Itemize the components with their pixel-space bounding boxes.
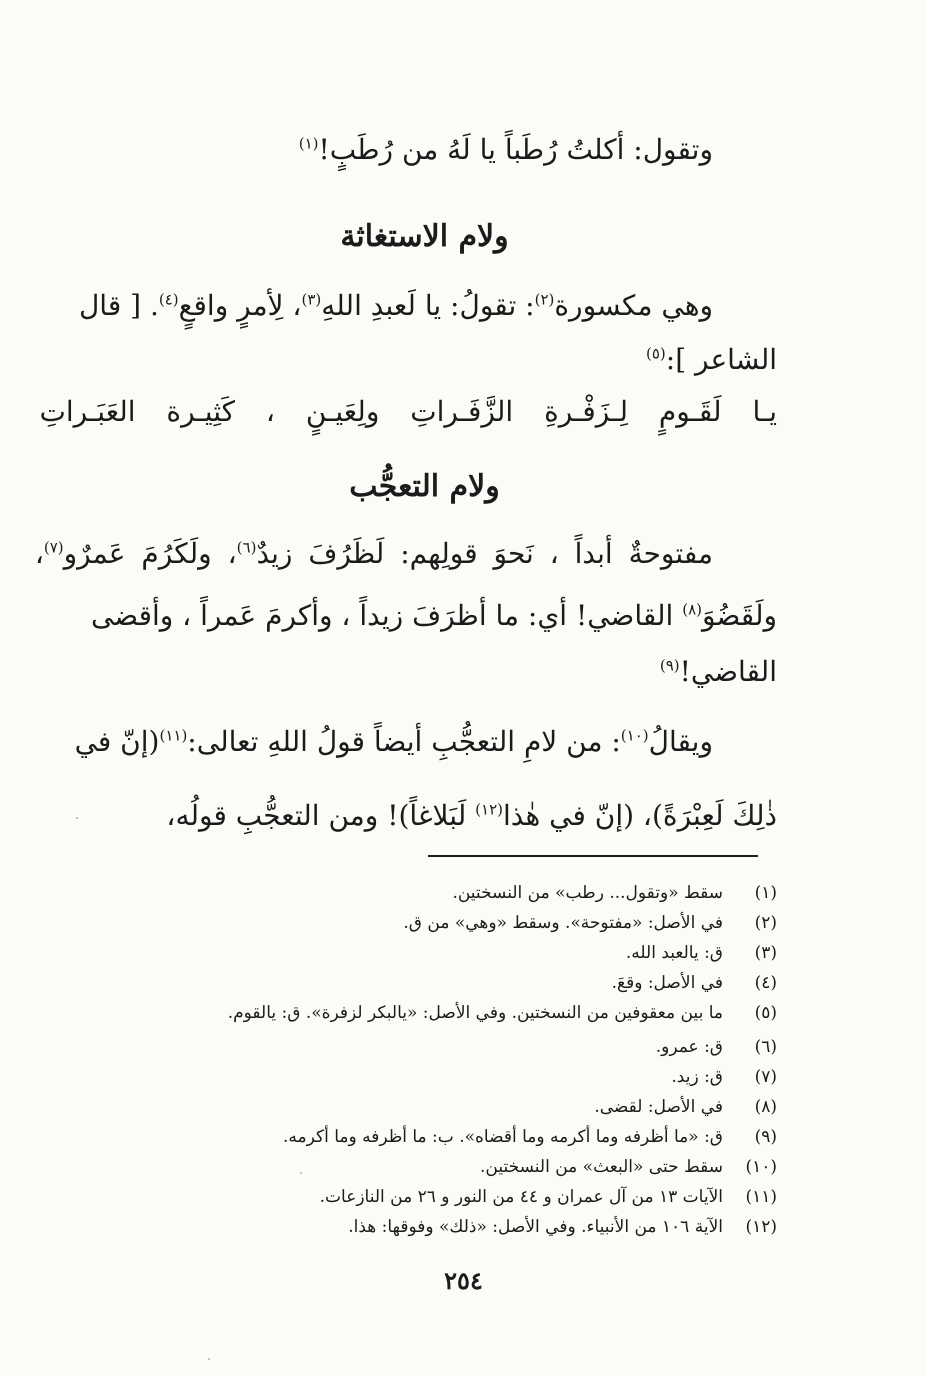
footnote-ref-11: (١١) <box>159 726 188 745</box>
footnote-ref-5: (٥) <box>645 344 666 363</box>
main-line-7-text: ويقالُ <box>648 725 713 758</box>
main-line-2 <box>72 284 777 328</box>
main-line-5 <box>72 594 777 638</box>
footnote-number: (٦) <box>754 1037 777 1057</box>
footnote-number: (١٢) <box>745 1217 777 1237</box>
footnote-12 <box>150 1212 777 1242</box>
main-line-6 <box>72 650 777 694</box>
main-line-7 <box>72 720 777 764</box>
footnote-text: في الأصل: وقعَ. <box>611 973 723 993</box>
main-line-2c-text: ، لِأمرٍ واقعٍ <box>178 289 302 322</box>
main-line-1 <box>72 128 777 172</box>
footnote-text: ق: «ما أظرفه وما أكرمه وما أقضاه». ب: ما أظرفه وما أكرمه. <box>282 1127 723 1147</box>
main-line-4 <box>34 532 777 576</box>
main-line-8-text: ذٰلِكَ لَعِبْرَةً)، (إنّ في هٰذا <box>503 799 777 832</box>
main-line-6-text: القاضي! <box>679 655 777 688</box>
footnote-ref-12: (١٢) <box>475 800 503 819</box>
footnote-ref-7: (٧) <box>43 538 64 557</box>
main-line-5b-text: القاضي! أي: ما أظرَفَ زيداً ، وأكرمَ عَمراً ، وأقضى <box>90 599 674 632</box>
footnote-text: ما بين معقوفين من النسختين. وفي الأصل: «يالبكر لزفرة». ق: يالقوم. <box>227 1003 723 1023</box>
scan-speck <box>208 1358 210 1360</box>
footnotes <box>150 878 777 1258</box>
footnote-text: في الأصل: لقضى. <box>594 1097 723 1117</box>
footnote-ref-2: (٢) <box>534 290 555 309</box>
footnote-number: (١٠) <box>745 1157 777 1177</box>
footnote-9 <box>150 1122 777 1152</box>
main-line-2b-text: : تقولُ: يا لَعبدِ اللهِ <box>321 289 535 322</box>
footnote-text: في الأصل: «مفتوحة». وسقط «وهي» من ق. <box>403 913 723 933</box>
footnote-number: (٥) <box>754 1003 777 1023</box>
footnote-4 <box>150 968 777 998</box>
footnote-1 <box>150 878 777 908</box>
main-line-7c-text: (إنّ في <box>74 725 160 758</box>
main-line-2-text: وهي مكسورة <box>554 289 713 322</box>
footnote-text: الآية ١٠٦ من الأنبياء. وفي الأصل: «ذلك» وفوقها: هذا. <box>348 1217 723 1237</box>
footnote-10 <box>150 1152 777 1182</box>
footnote-ref-9: (٩) <box>659 656 680 675</box>
main-line-3-text: الشاعر ]: <box>665 343 777 376</box>
footnote-text: ق: عمرو. <box>655 1037 723 1057</box>
scan-speck <box>300 1172 302 1174</box>
footnote-ref-1: (١) <box>298 134 319 153</box>
main-line-3 <box>72 338 777 382</box>
footnote-ref-4: (٤) <box>158 290 179 309</box>
main-line-4b-text: ، ولَكَرُمَ عَمرٌو <box>63 537 237 570</box>
footnote-ref-6: (٦) <box>236 538 257 557</box>
section-heading-istighatha: ولام الاستغاثة <box>340 219 509 254</box>
footnote-number: (٨) <box>754 1097 777 1117</box>
main-line-5-text: ولَقَضُوَ <box>702 599 777 632</box>
main-line-7b-text: : من لامِ التعجُّبِ أيضاً قولُ اللهِ تعالى: <box>187 725 621 758</box>
footnote-text: ق: يالعبد الله. <box>625 943 723 963</box>
footnote-number: (٤) <box>754 973 777 993</box>
main-line-1-text: وتقول: أكلتُ رُطَباً يا لَهُ من رُطَبٍ! <box>318 133 713 166</box>
footnote-7 <box>150 1062 777 1092</box>
footnote-2 <box>150 908 777 938</box>
footnote-text: سقط حتى «البعث» من النسختين. <box>480 1157 723 1177</box>
page-number: ٢٥٤ <box>444 1266 483 1295</box>
footnote-ref-3: (٣) <box>301 290 322 309</box>
section-heading-taajjub: ولام التعجُّب <box>349 469 500 504</box>
footnote-number: (٧) <box>754 1067 777 1087</box>
footnote-number: (٢) <box>754 913 777 933</box>
footnote-5 <box>150 998 777 1028</box>
footnote-ref-8: (٨) <box>682 600 703 619</box>
main-line-8 <box>72 794 777 838</box>
footnote-8 <box>150 1092 777 1122</box>
main-line-4-text: مفتوحةٌ أبداً ، نَحوَ قولِهم: لَظَرُفَ زيدٌ <box>256 537 713 570</box>
main-line-2d-text: . [ قال <box>78 289 159 322</box>
footnote-11 <box>150 1182 777 1212</box>
footnote-number: (٣) <box>754 943 777 963</box>
footnote-text: سقط «وتقول... رطب» من النسختين. <box>452 883 723 903</box>
scan-speck <box>76 817 78 819</box>
main-line-4c-text: ، <box>34 537 44 570</box>
footnote-3 <box>150 938 777 968</box>
footnote-divider <box>428 855 758 857</box>
footnote-text: الآيات ١٣ من آل عمران و ٤٤ من النور و ٢٦ من النازعات. <box>319 1187 723 1207</box>
main-text <box>34 118 777 848</box>
footnote-text: ق: زيد. <box>671 1067 723 1087</box>
poetry-verse: يـا لَقَـومٍ لِـزَفْـرةِ الزَّفَـراتِ ولِعَيـنٍ ، كَثِيـرة العَبَـراتِ <box>39 395 777 428</box>
footnote-number: (١) <box>754 883 777 903</box>
footnote-number: (٩) <box>754 1127 777 1147</box>
footnote-6 <box>150 1032 777 1062</box>
main-line-8b-text: لَبَلاغاً)! ومن التعجُّبِ قولُه، <box>166 799 467 832</box>
footnote-ref-10: (١٠) <box>620 726 649 745</box>
footnote-number: (١١) <box>745 1187 777 1207</box>
